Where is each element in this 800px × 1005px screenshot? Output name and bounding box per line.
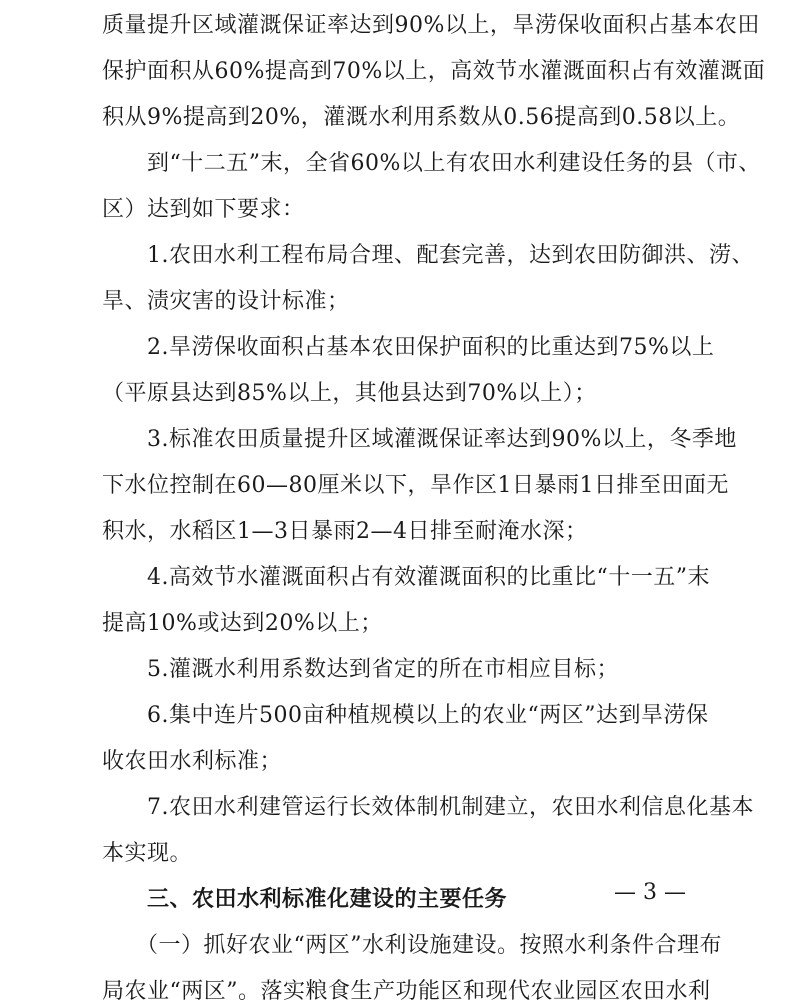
text-line: 旱、渍灾害的设计标准； <box>102 289 350 314</box>
text-line: 收农田水利标准； <box>102 749 283 774</box>
text-line: 本实现。 <box>102 841 193 866</box>
text-line: 质量提升区域灌溉保证率达到90%以上，旱涝保收面积占基本农田 <box>102 13 760 38</box>
text-line: 3.标准农田质量提升区域灌溉保证率达到90%以上，冬季地 <box>102 427 737 452</box>
text-line: 4.高效节水灌溉面积占有效灌溉面积的比重比“十一五”末 <box>102 565 710 590</box>
text-line: 保护面积从60%提高到70%以上，高效节水灌溉面积占有效灌溉面 <box>102 59 766 84</box>
text-line: （平原县达到85%以上，其他县达到70%以上）； <box>102 381 597 406</box>
text-line: 提高10%或达到20%以上； <box>102 611 383 636</box>
text-line: 7.农田水利建管运行长效体制机制建立，农田水利信息化基本 <box>102 795 754 820</box>
text-line: 5.灌溉水利用系数达到省定的所在市相应目标； <box>102 657 619 682</box>
text-line: 1.农田水利工程布局合理、配套完善，达到农田防御洪、涝、 <box>102 243 754 268</box>
text-line: （一）抓好农业“两区”水利设施建设。按照水利条件合理布 <box>102 933 722 958</box>
body-text <box>102 12 766 1005</box>
page-number: — 3 — <box>614 880 686 905</box>
text-line: 到“十二五”末，全省60%以上有农田水利建设任务的县（市、 <box>102 151 761 176</box>
text-line: 2.旱涝保收面积占基本农田保护面积的比重达到75%以上 <box>102 335 715 360</box>
text-line: 局农业“两区”。落实粮食生产功能区和现代农业园区农田水利 <box>102 979 711 1004</box>
text-line: 积水，水稻区1—3日暴雨2—4日排至耐淹水深； <box>102 519 588 544</box>
text-line: 6.集中连片500亩种植规模以上的农业“两区”达到旱涝保 <box>102 703 709 728</box>
section-heading: 三、农田水利标准化建设的主要任务 <box>102 887 508 912</box>
text-line: 积从9%提高到20%，灌溉水利用系数从0.56提高到0.58以上。 <box>102 105 741 130</box>
text-line: 下水位控制在60—80厘米以下，旱作区1日暴雨1日排至田面无 <box>102 473 729 498</box>
text-line: 区）达到如下要求： <box>102 197 305 222</box>
